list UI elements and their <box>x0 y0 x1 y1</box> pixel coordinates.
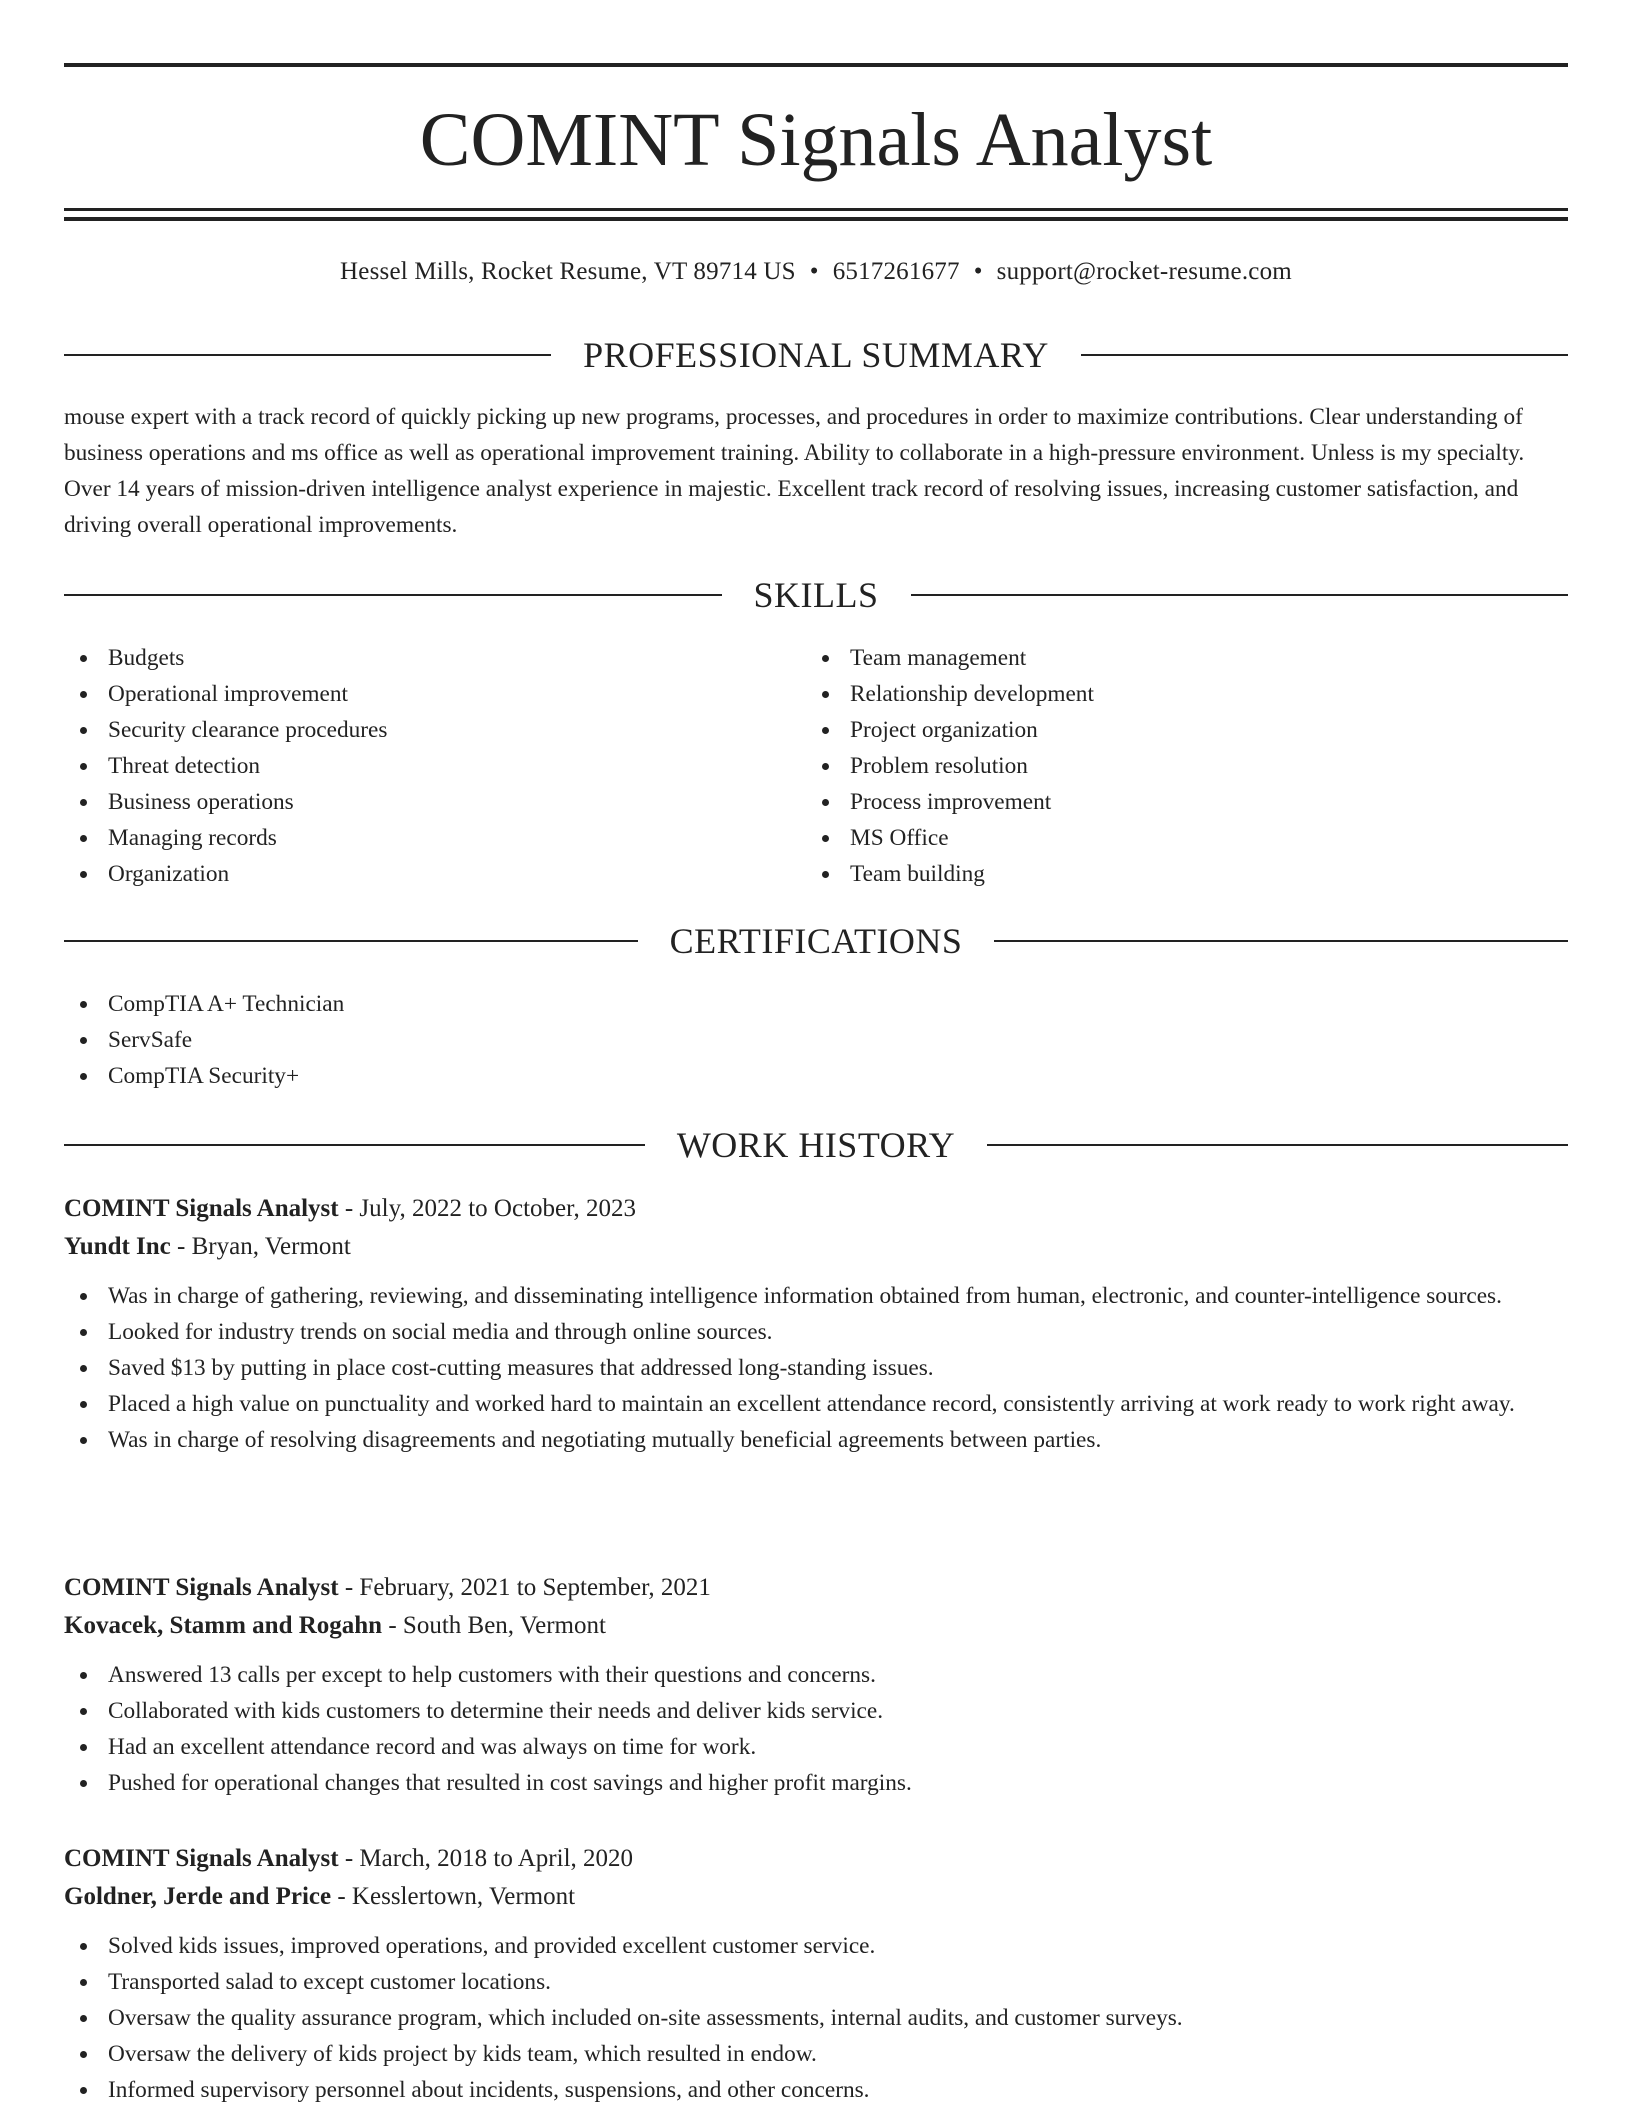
job-company-line <box>64 1878 1568 1916</box>
job-bullet: Oversaw the delivery of kids project by kids team, which resulted in endow. <box>64 2036 1568 2072</box>
summary-heading-label: PROFESSIONAL SUMMARY <box>583 335 1049 375</box>
heading-rule-left <box>64 594 722 596</box>
job-title-line <box>64 1190 1568 1228</box>
heading-rule-right <box>911 594 1569 596</box>
job-bullet: Informed supervisory personnel about incidents, suspensions, and other concerns. <box>64 2072 1568 2108</box>
skill-item: Relationship development <box>806 676 1566 712</box>
skill-item: Team building <box>806 856 1566 892</box>
job-entry <box>64 1190 1568 1458</box>
job-bullet: Oversaw the quality assurance program, which included on-site assessments, internal audits, and customer surveys. <box>64 2000 1568 2036</box>
job-company: Kovacek, Stamm and Rogahn <box>64 1612 383 1639</box>
heading-rule-right <box>987 1144 1568 1146</box>
heading-rule-right <box>994 940 1568 942</box>
heading-rule-left <box>64 940 638 942</box>
heading-rule-left <box>64 1144 645 1146</box>
summary-text: mouse expert with a track record of quickly picking up new programs, processes, and procedures in order to maximize contributions. Clear understanding of business operations and ms office as well as operational improvement training. Ability to collaborate in a high-pressure environment. Unless is my specialty. Over 14 years of mission-driven intelligence analyst experience in majestic. Excellent track record of resolving issues, increasing customer satisfaction, and driving overall operational improvements. <box>64 404 1525 538</box>
skills-heading <box>64 573 1568 617</box>
skill-item: Organization <box>64 856 804 892</box>
job-location: - Kesslertown, Vermont <box>331 1883 576 1910</box>
job-location: - South Ben, Vermont <box>382 1612 606 1639</box>
title-double-rule <box>64 208 1568 221</box>
work-history-heading-label: WORK HISTORY <box>676 1125 956 1165</box>
job-bullet: Pushed for operational changes that resulted in cost savings and higher profit margins. <box>64 1765 1568 1801</box>
heading-rule-left <box>64 354 551 356</box>
skills-list-left <box>64 640 804 892</box>
job-company-line <box>64 1228 1568 1266</box>
job-bullet: Placed a high value on punctuality and worked hard to maintain an excellent attendance record, consistently arriving at work ready to work right away. <box>64 1386 1568 1422</box>
job-bullet: Collaborated with kids customers to determine their needs and deliver kids service. <box>64 1693 1568 1729</box>
job-bullet: Was in charge of gathering, reviewing, and disseminating intelligence information obtained from human, electronic, and counter-intelligence sources. <box>64 1278 1568 1314</box>
certifications-list <box>64 986 1568 1094</box>
top-rule <box>64 63 1568 67</box>
job-bullet: Solved kids issues, improved operations, and provided excellent customer service. <box>64 1928 1568 1964</box>
job-company: Goldner, Jerde and Price <box>64 1883 332 1910</box>
job-bullet: Was in charge of resolving disagreements and negotiating mutually beneficial agreements between parties. <box>64 1422 1568 1458</box>
job-title: COMINT Signals Analyst <box>64 1845 339 1872</box>
job-company: Yundt Inc <box>64 1233 171 1260</box>
contact-separator: • <box>973 258 983 285</box>
certification-item: CompTIA Security+ <box>64 1058 1568 1094</box>
contact-email: support@rocket-resume.com <box>996 258 1292 285</box>
job-bullet: Answered 13 calls per except to help customers with their questions and concerns. <box>64 1657 1568 1693</box>
skill-item: Managing records <box>64 820 804 856</box>
job-entry <box>64 1569 1568 1801</box>
skills-list-right <box>806 640 1566 892</box>
skill-item: Budgets <box>64 640 804 676</box>
heading-rule-right <box>1081 354 1568 356</box>
contact-address: Hessel Mills, Rocket Resume, VT 89714 US <box>340 258 796 285</box>
skill-item: Process improvement <box>806 784 1566 820</box>
job-bullet: Had an excellent attendance record and was always on time for work. <box>64 1729 1568 1765</box>
job-title-line <box>64 1840 1568 1878</box>
job-title: COMINT Signals Analyst <box>64 1574 339 1601</box>
job-bullet: Saved $13 by putting in place cost-cutting measures that addressed long-standing issues. <box>64 1350 1568 1386</box>
skill-item: Team management <box>806 640 1566 676</box>
skill-item: MS Office <box>806 820 1566 856</box>
job-dates: - March, 2018 to April, 2020 <box>338 1845 634 1872</box>
skill-item: Problem resolution <box>806 748 1566 784</box>
job-title-line <box>64 1569 1568 1607</box>
job-bullets <box>64 1278 1568 1458</box>
skills-heading-label: SKILLS <box>753 575 879 615</box>
contact-separator: • <box>809 258 819 285</box>
summary-heading <box>64 333 1568 377</box>
job-bullets <box>64 1657 1568 1801</box>
certifications-heading <box>64 919 1568 963</box>
skill-item: Threat detection <box>64 748 804 784</box>
job-company-line <box>64 1607 1568 1645</box>
work-history-heading <box>64 1123 1568 1167</box>
contact-phone: 6517261677 <box>832 258 960 285</box>
job-entry <box>64 1840 1568 2108</box>
job-title: COMINT Signals Analyst <box>64 1195 339 1222</box>
job-dates: - July, 2022 to October, 2023 <box>338 1195 636 1222</box>
job-dates: - February, 2021 to September, 2021 <box>338 1574 711 1601</box>
job-bullets <box>64 1928 1568 2108</box>
job-bullet: Transported salad to except customer locations. <box>64 1964 1568 2000</box>
skill-item: Business operations <box>64 784 804 820</box>
certifications-heading-label: CERTIFICATIONS <box>669 921 963 961</box>
page-title: COMINT Signals Analyst <box>419 98 1213 182</box>
certification-item: ServSafe <box>64 1022 1568 1058</box>
skill-item: Operational improvement <box>64 676 804 712</box>
job-location: - Bryan, Vermont <box>170 1233 351 1260</box>
skill-item: Security clearance procedures <box>64 712 804 748</box>
certification-item: CompTIA A+ Technician <box>64 986 1568 1022</box>
contact-line <box>64 252 1568 292</box>
job-bullet: Looked for industry trends on social media and through online sources. <box>64 1314 1568 1350</box>
skill-item: Project organization <box>806 712 1566 748</box>
